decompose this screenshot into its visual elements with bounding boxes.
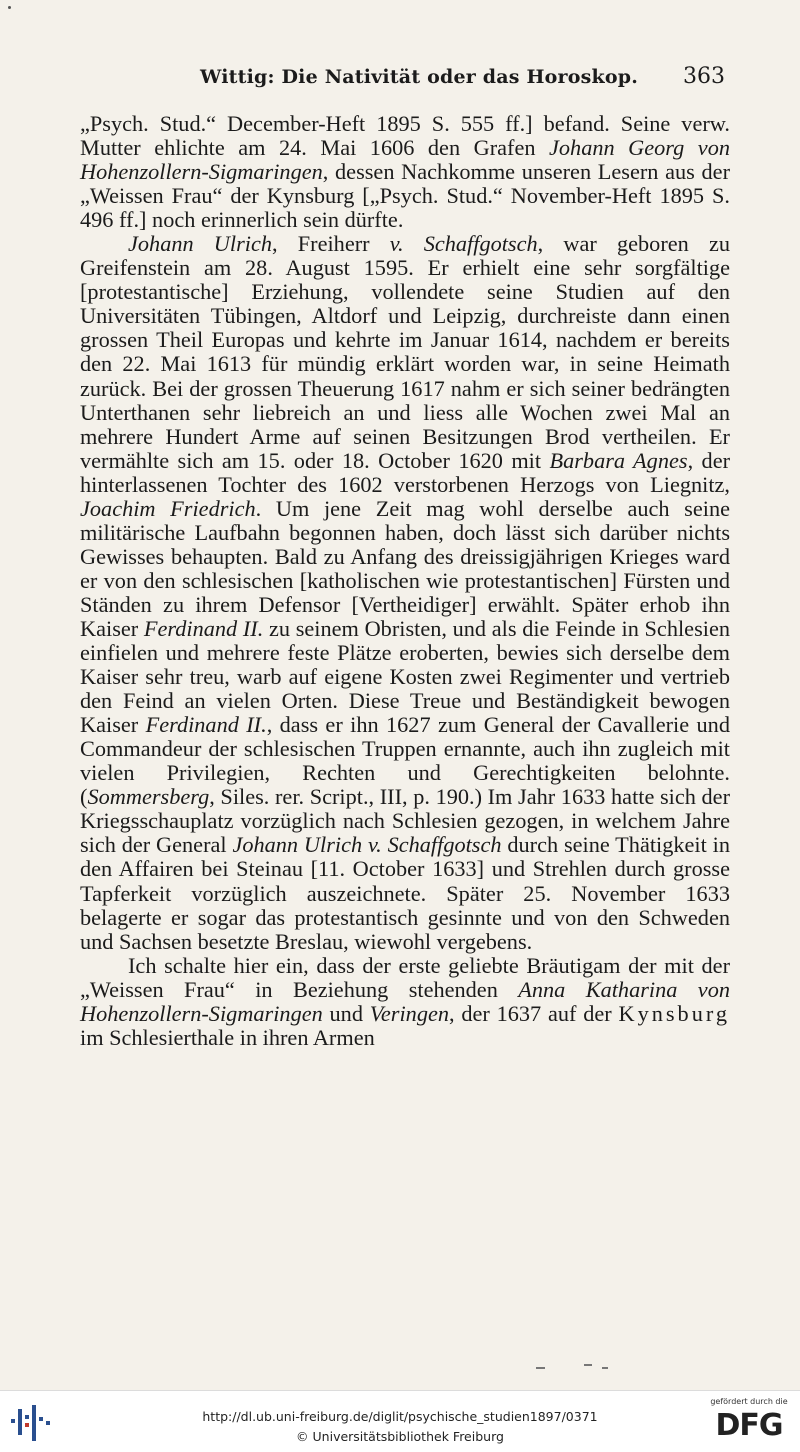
text-run: Ich schalte hier ein, dass der erste geliebte Bräutigam der mit der „Weissen Frau“ in Beziehung stehenden (80, 952, 730, 1002)
italic-run: Sommersberg (87, 784, 210, 810)
text-run: zu seinem Obristen, und als die Feinde in Schlesien einfielen und mehrere feste Plätze eroberten, bewies sich derselbe dem Kaiser sehr treu, warb auf eigene Kosten zwei Regimenter und vertrieb den Feind an vielen Orten. Diese Treue und Beständigkeit bewogen Kaiser (80, 615, 730, 738)
scan-mark (602, 1367, 608, 1369)
text-run: durch seine Thätigkeit in den Affairen bei Steinau [11. October 1633] und Strehlen durch grosse Tapferkeit vorzüglich auszeichnete. Später 25. November 1633 belagerte er sogar das protestantisch gesinnte und von den Schweden und Sachsen besetzte Breslau, wiewohl vergebens. (80, 832, 730, 954)
dfg-logo-icon[interactable] (706, 1397, 792, 1447)
copyright-notice: © Universitätsbibliothek Freiburg (296, 1429, 504, 1444)
italic-run: Joachim Friedrich (80, 495, 256, 521)
scan-mark (584, 1364, 592, 1366)
text-run: „Psych. Stud.“ December-Heft 1895 S. 555 ff.] befand. Seine verw. Mutter ehlichte am 24. Mai 1606 den Grafen (80, 111, 730, 161)
italic-run: Anna Katharina von Hohenzollern-Sigmaringen (80, 976, 730, 1026)
paragraph-2 (80, 232, 730, 953)
scan-marks (536, 1364, 616, 1372)
italic-run: Ferdinand II. (143, 615, 264, 641)
dfg-caption: gefördert durch die (710, 1397, 788, 1406)
dfg-logo-text: DFG (715, 1408, 783, 1443)
italic-run: Johann Georg von Hohenzollern-Sigmaringen (80, 135, 730, 185)
text-run: , dessen Nachkomme unseren Lesern aus der „Weissen Frau“ der Kynsburg [„Psych. Stud.“ November-Heft 1895 S. 496 ff.] noch erinnerlich sein dürfte. (80, 159, 730, 233)
text-run: und (322, 1000, 370, 1026)
italic-run: Johann Ulrich v. Schaffgotsch (232, 832, 502, 858)
text-run: im Schlesierthale in ihren Armen (80, 1024, 375, 1050)
italic-run: Barbara Agnes (549, 447, 688, 473)
italic-run: Ferdinand II. (145, 712, 267, 738)
running-head-title: Wittig: Die Nativität oder das Horoskop. (200, 66, 639, 88)
scan-mark (536, 1367, 545, 1369)
page-number: 363 (683, 64, 725, 89)
spaced-run: Kynsburg (618, 1000, 731, 1026)
italic-run: Johann Ulrich (128, 231, 273, 257)
text-run: , der 1637 auf der (449, 1000, 619, 1026)
italic-run: v. Schaffgotsch (389, 231, 538, 257)
paragraph-3 (80, 954, 730, 1050)
text-run: , Siles. rer. Script., III, p. 190.) Im Jahr 1633 hatte sich der Kriegsschauplatz vorzüglich nach Schlesien gezogen, in welchem Jahre sich der General (80, 784, 730, 858)
text-run: , der hinterlassenen Tochter des 1602 verstorbenen Herzogs von Liegnitz, (80, 447, 731, 497)
footer-bar (0, 1390, 800, 1452)
scan-speck (8, 6, 11, 9)
paragraph-1 (80, 112, 730, 232)
running-head (80, 62, 725, 96)
text-run: , dass er ihn 1627 zum General der Cavallerie und Commandeur der schlesischen Truppen ernannte, auch ihn zugleich mit vielen Privilegien, Rechten und Gerechtigkeiten belohnte. ( (80, 712, 730, 810)
permalink-url[interactable]: http://dl.ub.uni-freiburg.de/diglit/psychische_studien1897/0371 (202, 1409, 598, 1424)
body-text (80, 112, 730, 1050)
text-run: , war geboren zu Greifenstein am 28. August 1595. Er erhielt eine sehr sorgfältige [protestantische] Erziehung, vollendete seine Studien auf den Universitäten Tübingen, Altdorf und Leipzig, durchreiste dann einen grossen Theil Europas und kehrte im Januar 1614, nachdem er bereits den 22. Mai 1613 für mündig erklärt worden war, in seine Heimath zurück. Bei der grossen Theuerung 1617 nahm er sich seiner bedrängten Unterthanen sehr liebreich an und liess alle Wochen zwei Mal an mehrere Hundert Arme auf seinen Besitzungen Brod vertheilen. Er vermählte sich am 15. oder 18. October 1620 mit (80, 231, 730, 473)
text-run: . Um jene Zeit mag wohl derselbe auch seine militärische Laufbahn begonnen haben, doch lässt sich darüber nichts Gewisses behaupten. Bald zu Anfang des dreissigjährigen Krieges ward er von den schlesischen [katholischen wie protestantischen] Fürsten und Ständen zu ihrem Defensor [Vertheidiger] erwählt. Später erhob ihn Kaiser (80, 495, 730, 641)
italic-run: Veringen (369, 1000, 450, 1026)
text-run: , Freiherr (272, 231, 390, 257)
